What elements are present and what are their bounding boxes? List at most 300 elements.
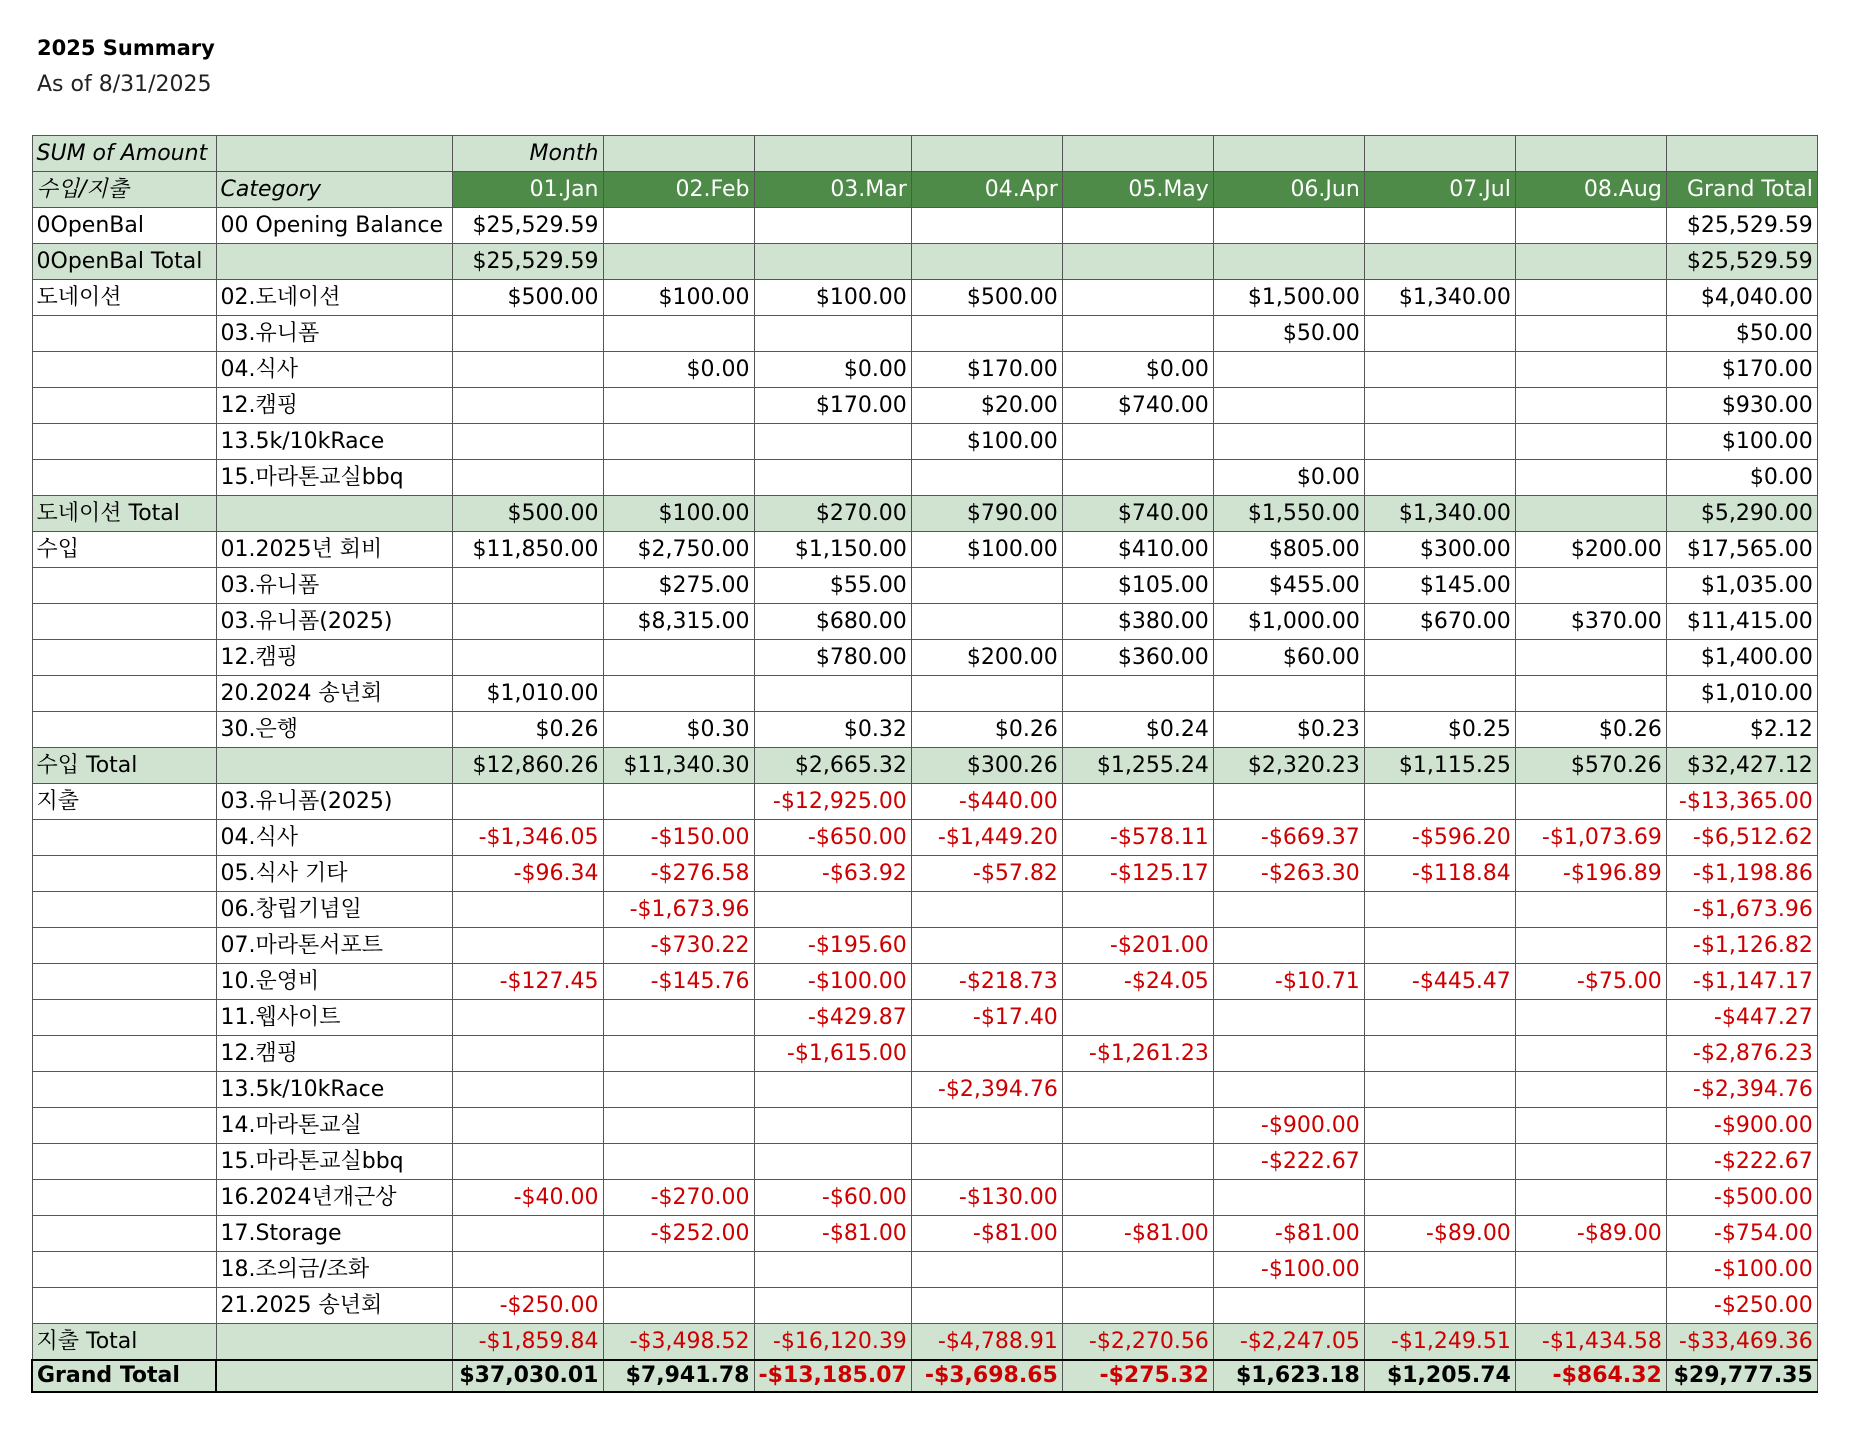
value-cell[interactable] (911, 1108, 1062, 1144)
row-group-cell[interactable] (32, 388, 216, 424)
row-group-cell[interactable] (32, 1144, 216, 1180)
value-cell[interactable]: $780.00 (754, 640, 911, 676)
value-cell[interactable]: $1,205.74 (1364, 1360, 1515, 1392)
value-cell[interactable] (911, 1252, 1062, 1288)
value-cell[interactable] (1364, 244, 1515, 280)
row-group-cell[interactable] (32, 1216, 216, 1252)
value-cell[interactable] (1213, 892, 1364, 928)
row-total-cell[interactable]: $11,415.00 (1666, 604, 1817, 640)
value-cell[interactable] (1515, 676, 1666, 712)
value-cell[interactable]: $270.00 (754, 496, 911, 532)
row-group-cell[interactable] (32, 424, 216, 460)
value-cell[interactable]: -$1,434.58 (1515, 1324, 1666, 1361)
value-cell[interactable] (1515, 1036, 1666, 1072)
value-cell[interactable] (452, 784, 603, 820)
value-cell[interactable]: $0.32 (754, 712, 911, 748)
value-cell[interactable]: -$1,673.96 (603, 892, 754, 928)
value-cell[interactable]: $100.00 (754, 280, 911, 316)
row-total-cell[interactable]: -$754.00 (1666, 1216, 1817, 1252)
value-cell[interactable]: -$2,247.05 (1213, 1324, 1364, 1361)
category-cell[interactable]: 30.은행 (216, 712, 452, 748)
row-group-cell[interactable]: 수입 (32, 532, 216, 568)
value-cell[interactable] (452, 1036, 603, 1072)
value-cell[interactable] (1062, 1252, 1213, 1288)
value-cell[interactable] (1515, 1180, 1666, 1216)
category-cell[interactable]: 21.2025 송년회 (216, 1288, 452, 1324)
value-cell[interactable] (1515, 640, 1666, 676)
category-cell[interactable] (216, 1360, 452, 1392)
row-group-cell[interactable]: 0OpenBal (32, 208, 216, 244)
value-cell[interactable]: $500.00 (911, 280, 1062, 316)
row-total-cell[interactable]: -$1,198.86 (1666, 856, 1817, 892)
value-cell[interactable] (452, 1072, 603, 1108)
value-cell[interactable] (1364, 1072, 1515, 1108)
value-cell[interactable]: $0.30 (603, 712, 754, 748)
value-cell[interactable]: -$429.87 (754, 1000, 911, 1036)
value-cell[interactable] (452, 1252, 603, 1288)
value-cell[interactable] (1364, 928, 1515, 964)
value-cell[interactable]: $680.00 (754, 604, 911, 640)
category-cell[interactable] (216, 1324, 452, 1361)
row-total-cell[interactable]: $170.00 (1666, 352, 1817, 388)
value-cell[interactable] (1515, 244, 1666, 280)
value-cell[interactable] (1515, 928, 1666, 964)
category-cell[interactable]: 03.유니폼(2025) (216, 784, 452, 820)
value-cell[interactable] (452, 352, 603, 388)
value-cell[interactable]: -$145.76 (603, 964, 754, 1000)
value-cell[interactable]: $1,623.18 (1213, 1360, 1364, 1392)
month-header[interactable]: 08.Aug (1515, 172, 1666, 208)
value-cell[interactable]: $1,550.00 (1213, 496, 1364, 532)
row-group-cell[interactable] (32, 1000, 216, 1036)
value-cell[interactable]: -$81.00 (1062, 1216, 1213, 1252)
value-cell[interactable] (1364, 676, 1515, 712)
value-cell[interactable]: -$578.11 (1062, 820, 1213, 856)
row-group-cell[interactable] (32, 1180, 216, 1216)
row-group-cell[interactable] (32, 892, 216, 928)
row-group-cell[interactable]: 도네이션 (32, 280, 216, 316)
value-cell[interactable] (754, 892, 911, 928)
value-cell[interactable] (754, 1072, 911, 1108)
value-cell[interactable]: -$201.00 (1062, 928, 1213, 964)
value-cell[interactable]: $100.00 (603, 280, 754, 316)
value-cell[interactable]: $2,750.00 (603, 532, 754, 568)
value-cell[interactable]: $300.00 (1364, 532, 1515, 568)
value-cell[interactable]: -$195.60 (754, 928, 911, 964)
value-cell[interactable]: -$60.00 (754, 1180, 911, 1216)
value-cell[interactable]: $100.00 (911, 532, 1062, 568)
category-cell[interactable]: 10.운영비 (216, 964, 452, 1000)
value-cell[interactable]: -$13,185.07 (754, 1360, 911, 1392)
value-cell[interactable] (452, 568, 603, 604)
row-total-cell[interactable]: $1,035.00 (1666, 568, 1817, 604)
value-cell[interactable] (1515, 892, 1666, 928)
category-field-label[interactable]: Category (216, 172, 452, 208)
value-cell[interactable]: $11,850.00 (452, 532, 603, 568)
value-cell[interactable] (603, 784, 754, 820)
value-cell[interactable] (603, 640, 754, 676)
value-cell[interactable]: $25,529.59 (452, 208, 603, 244)
value-cell[interactable] (603, 208, 754, 244)
row-group-cell[interactable]: 도네이션 Total (32, 496, 216, 532)
value-cell[interactable]: $25,529.59 (452, 244, 603, 280)
category-cell[interactable]: 15.마라톤교실bbq (216, 1144, 452, 1180)
value-cell[interactable] (1213, 928, 1364, 964)
value-cell[interactable] (1515, 424, 1666, 460)
category-cell[interactable]: 20.2024 송년회 (216, 676, 452, 712)
value-cell[interactable] (911, 244, 1062, 280)
value-cell[interactable]: -$81.00 (911, 1216, 1062, 1252)
value-cell[interactable]: $1,340.00 (1364, 280, 1515, 316)
value-cell[interactable]: -$252.00 (603, 1216, 754, 1252)
value-cell[interactable]: $20.00 (911, 388, 1062, 424)
value-cell[interactable] (1213, 424, 1364, 460)
value-cell[interactable] (1364, 424, 1515, 460)
value-cell[interactable] (754, 1108, 911, 1144)
row-group-cell[interactable] (32, 712, 216, 748)
row-total-cell[interactable]: -$250.00 (1666, 1288, 1817, 1324)
value-cell[interactable] (1515, 280, 1666, 316)
row-total-cell[interactable]: -$6,512.62 (1666, 820, 1817, 856)
value-cell[interactable] (911, 892, 1062, 928)
value-cell[interactable]: $12,860.26 (452, 748, 603, 784)
row-total-cell[interactable]: -$33,469.36 (1666, 1324, 1817, 1361)
value-cell[interactable] (1364, 1000, 1515, 1036)
value-cell[interactable] (603, 1036, 754, 1072)
value-cell[interactable] (1213, 388, 1364, 424)
category-cell[interactable]: 16.2024년개근상 (216, 1180, 452, 1216)
value-cell[interactable]: -$2,270.56 (1062, 1324, 1213, 1361)
value-cell[interactable]: -$445.47 (1364, 964, 1515, 1000)
value-cell[interactable]: -$730.22 (603, 928, 754, 964)
value-cell[interactable] (452, 1144, 603, 1180)
value-cell[interactable]: $740.00 (1062, 388, 1213, 424)
value-cell[interactable] (1364, 1144, 1515, 1180)
value-cell[interactable]: -$16,120.39 (754, 1324, 911, 1361)
category-cell[interactable] (216, 496, 452, 532)
value-cell[interactable] (754, 676, 911, 712)
value-cell[interactable]: -$81.00 (754, 1216, 911, 1252)
value-cell[interactable]: $455.00 (1213, 568, 1364, 604)
row-total-cell[interactable]: -$2,394.76 (1666, 1072, 1817, 1108)
value-cell[interactable] (603, 1072, 754, 1108)
value-cell[interactable]: -$89.00 (1515, 1216, 1666, 1252)
value-cell[interactable]: -$130.00 (911, 1180, 1062, 1216)
value-cell[interactable] (1515, 1000, 1666, 1036)
value-cell[interactable] (1213, 1036, 1364, 1072)
value-cell[interactable] (1364, 784, 1515, 820)
value-cell[interactable] (1062, 424, 1213, 460)
value-cell[interactable]: -$125.17 (1062, 856, 1213, 892)
value-cell[interactable] (1062, 316, 1213, 352)
value-cell[interactable]: $50.00 (1213, 316, 1364, 352)
value-cell[interactable] (1213, 676, 1364, 712)
value-cell[interactable] (1062, 1144, 1213, 1180)
category-cell[interactable]: 04.식사 (216, 352, 452, 388)
value-cell[interactable] (1515, 352, 1666, 388)
value-cell[interactable]: -$127.45 (452, 964, 603, 1000)
row-group-cell[interactable] (32, 640, 216, 676)
row-total-cell[interactable]: $25,529.59 (1666, 244, 1817, 280)
value-cell[interactable]: -$24.05 (1062, 964, 1213, 1000)
value-cell[interactable]: -$118.84 (1364, 856, 1515, 892)
value-cell[interactable]: $500.00 (452, 496, 603, 532)
value-cell[interactable] (1515, 388, 1666, 424)
row-group-cell[interactable] (32, 604, 216, 640)
value-cell[interactable]: $55.00 (754, 568, 911, 604)
value-cell[interactable] (911, 928, 1062, 964)
value-cell[interactable] (754, 1252, 911, 1288)
value-cell[interactable] (452, 1216, 603, 1252)
row-group-cell[interactable]: 수입 Total (32, 748, 216, 784)
value-cell[interactable]: $1,000.00 (1213, 604, 1364, 640)
value-cell[interactable]: $7,941.78 (603, 1360, 754, 1392)
row-group-cell[interactable] (32, 1036, 216, 1072)
month-header[interactable]: 05.May (1062, 172, 1213, 208)
value-cell[interactable]: $200.00 (911, 640, 1062, 676)
value-cell[interactable]: -$3,698.65 (911, 1360, 1062, 1392)
value-cell[interactable]: $0.00 (1213, 460, 1364, 496)
month-header[interactable]: 03.Mar (754, 172, 911, 208)
row-group-cell[interactable] (32, 928, 216, 964)
value-cell[interactable] (1364, 1180, 1515, 1216)
value-cell[interactable]: $380.00 (1062, 604, 1213, 640)
value-cell[interactable] (754, 460, 911, 496)
value-cell[interactable]: $100.00 (911, 424, 1062, 460)
value-cell[interactable] (1213, 244, 1364, 280)
value-cell[interactable]: $1,010.00 (452, 676, 603, 712)
row-total-cell[interactable]: $1,010.00 (1666, 676, 1817, 712)
value-cell[interactable] (1515, 496, 1666, 532)
value-cell[interactable] (754, 208, 911, 244)
value-cell[interactable]: -$150.00 (603, 820, 754, 856)
month-header[interactable]: 06.Jun (1213, 172, 1364, 208)
value-cell[interactable]: $0.26 (452, 712, 603, 748)
value-cell[interactable] (452, 424, 603, 460)
value-cell[interactable] (1515, 1072, 1666, 1108)
value-cell[interactable]: -$669.37 (1213, 820, 1364, 856)
value-cell[interactable] (1364, 208, 1515, 244)
category-cell[interactable]: 03.유니폼 (216, 568, 452, 604)
row-total-cell[interactable]: -$900.00 (1666, 1108, 1817, 1144)
value-cell[interactable] (1364, 1108, 1515, 1144)
value-cell[interactable] (452, 1108, 603, 1144)
value-cell[interactable] (1062, 1000, 1213, 1036)
value-cell[interactable] (1062, 1108, 1213, 1144)
value-cell[interactable]: $740.00 (1062, 496, 1213, 532)
row-group-cell[interactable] (32, 1288, 216, 1324)
value-cell[interactable] (603, 388, 754, 424)
value-cell[interactable]: $0.25 (1364, 712, 1515, 748)
value-cell[interactable] (1364, 352, 1515, 388)
value-cell[interactable]: -$1,249.51 (1364, 1324, 1515, 1361)
value-cell[interactable] (452, 388, 603, 424)
value-cell[interactable]: -$4,788.91 (911, 1324, 1062, 1361)
value-cell[interactable] (911, 1036, 1062, 1072)
value-cell[interactable] (1213, 784, 1364, 820)
value-cell[interactable]: $0.00 (603, 352, 754, 388)
row-group-cell[interactable] (32, 568, 216, 604)
value-cell[interactable] (911, 604, 1062, 640)
value-cell[interactable]: -$12,925.00 (754, 784, 911, 820)
value-cell[interactable] (452, 604, 603, 640)
value-cell[interactable]: $0.00 (754, 352, 911, 388)
row-total-cell[interactable]: -$1,673.96 (1666, 892, 1817, 928)
row-group-cell[interactable]: 지출 (32, 784, 216, 820)
row-group-cell[interactable] (32, 856, 216, 892)
value-cell[interactable]: $805.00 (1213, 532, 1364, 568)
value-cell[interactable] (1213, 1180, 1364, 1216)
category-cell[interactable]: 14.마라톤교실 (216, 1108, 452, 1144)
row-total-cell[interactable]: $5,290.00 (1666, 496, 1817, 532)
category-cell[interactable]: 12.캠핑 (216, 640, 452, 676)
row-total-cell[interactable]: $4,040.00 (1666, 280, 1817, 316)
month-header[interactable]: 04.Apr (911, 172, 1062, 208)
value-cell[interactable]: -$900.00 (1213, 1108, 1364, 1144)
row-group-cell[interactable] (32, 1252, 216, 1288)
value-cell[interactable]: $300.26 (911, 748, 1062, 784)
value-cell[interactable] (1515, 568, 1666, 604)
value-cell[interactable]: $200.00 (1515, 532, 1666, 568)
value-cell[interactable] (603, 1252, 754, 1288)
row-total-cell[interactable]: $100.00 (1666, 424, 1817, 460)
value-cell[interactable] (1062, 280, 1213, 316)
value-cell[interactable]: $60.00 (1213, 640, 1364, 676)
corner-label[interactable]: SUM of Amount (32, 136, 216, 172)
value-cell[interactable]: -$1,859.84 (452, 1324, 603, 1361)
category-cell[interactable]: 13.5k/10kRace (216, 1072, 452, 1108)
value-cell[interactable]: -$196.89 (1515, 856, 1666, 892)
value-cell[interactable] (1062, 1180, 1213, 1216)
row-total-cell[interactable]: $25,529.59 (1666, 208, 1817, 244)
value-cell[interactable]: $570.26 (1515, 748, 1666, 784)
value-cell[interactable]: $1,150.00 (754, 532, 911, 568)
value-cell[interactable] (1364, 892, 1515, 928)
value-cell[interactable]: $2,665.32 (754, 748, 911, 784)
value-cell[interactable] (1364, 1252, 1515, 1288)
category-cell[interactable]: 15.마라톤교실bbq (216, 460, 452, 496)
value-cell[interactable]: -$864.32 (1515, 1360, 1666, 1392)
value-cell[interactable]: $275.00 (603, 568, 754, 604)
value-cell[interactable] (603, 424, 754, 460)
value-cell[interactable]: $145.00 (1364, 568, 1515, 604)
value-cell[interactable]: -$650.00 (754, 820, 911, 856)
value-cell[interactable]: -$40.00 (452, 1180, 603, 1216)
value-cell[interactable] (1062, 1288, 1213, 1324)
value-cell[interactable]: $8,315.00 (603, 604, 754, 640)
value-cell[interactable]: -$276.58 (603, 856, 754, 892)
value-cell[interactable]: $170.00 (754, 388, 911, 424)
value-cell[interactable]: -$100.00 (754, 964, 911, 1000)
value-cell[interactable]: $0.26 (911, 712, 1062, 748)
row-total-cell[interactable]: -$222.67 (1666, 1144, 1817, 1180)
value-cell[interactable] (1515, 1288, 1666, 1324)
value-cell[interactable] (911, 208, 1062, 244)
value-cell[interactable]: $360.00 (1062, 640, 1213, 676)
row-total-cell[interactable]: -$2,876.23 (1666, 1036, 1817, 1072)
value-cell[interactable]: $0.00 (1062, 352, 1213, 388)
value-cell[interactable] (1515, 208, 1666, 244)
value-cell[interactable] (754, 424, 911, 460)
row-group-cell[interactable] (32, 460, 216, 496)
value-cell[interactable]: -$275.32 (1062, 1360, 1213, 1392)
value-cell[interactable] (1062, 244, 1213, 280)
value-cell[interactable] (1364, 640, 1515, 676)
category-cell[interactable]: 02.도네이션 (216, 280, 452, 316)
value-cell[interactable]: -$222.67 (1213, 1144, 1364, 1180)
value-cell[interactable]: $1,115.25 (1364, 748, 1515, 784)
category-cell[interactable]: 00 Opening Balance (216, 208, 452, 244)
value-cell[interactable] (603, 316, 754, 352)
value-cell[interactable] (1213, 1072, 1364, 1108)
value-cell[interactable] (1062, 676, 1213, 712)
category-cell[interactable]: 04.식사 (216, 820, 452, 856)
value-cell[interactable] (1515, 316, 1666, 352)
category-cell[interactable]: 05.식사 기타 (216, 856, 452, 892)
value-cell[interactable] (1364, 388, 1515, 424)
row-total-cell[interactable]: -$447.27 (1666, 1000, 1817, 1036)
value-cell[interactable] (603, 1144, 754, 1180)
value-cell[interactable]: -$1,073.69 (1515, 820, 1666, 856)
value-cell[interactable] (754, 1288, 911, 1324)
value-cell[interactable]: -$57.82 (911, 856, 1062, 892)
value-cell[interactable] (1213, 208, 1364, 244)
value-cell[interactable] (911, 1288, 1062, 1324)
month-field-label[interactable]: Month (452, 136, 603, 172)
value-cell[interactable] (1364, 460, 1515, 496)
value-cell[interactable]: $105.00 (1062, 568, 1213, 604)
category-cell[interactable]: 12.캠핑 (216, 388, 452, 424)
value-cell[interactable]: $0.26 (1515, 712, 1666, 748)
value-cell[interactable]: $1,340.00 (1364, 496, 1515, 532)
value-cell[interactable] (754, 244, 911, 280)
value-cell[interactable] (1062, 208, 1213, 244)
value-cell[interactable]: -$270.00 (603, 1180, 754, 1216)
value-cell[interactable]: -$218.73 (911, 964, 1062, 1000)
value-cell[interactable] (452, 460, 603, 496)
value-cell[interactable]: -$596.20 (1364, 820, 1515, 856)
value-cell[interactable]: $790.00 (911, 496, 1062, 532)
value-cell[interactable] (911, 1144, 1062, 1180)
value-cell[interactable] (1515, 1252, 1666, 1288)
row-group-cell[interactable] (32, 1108, 216, 1144)
value-cell[interactable]: -$100.00 (1213, 1252, 1364, 1288)
row-total-cell[interactable]: $50.00 (1666, 316, 1817, 352)
value-cell[interactable]: -$263.30 (1213, 856, 1364, 892)
value-cell[interactable] (1364, 316, 1515, 352)
value-cell[interactable]: $170.00 (911, 352, 1062, 388)
value-cell[interactable] (911, 460, 1062, 496)
category-cell[interactable]: 18.조의금/조화 (216, 1252, 452, 1288)
row-group-cell[interactable]: 지출 Total (32, 1324, 216, 1361)
value-cell[interactable]: $410.00 (1062, 532, 1213, 568)
value-cell[interactable]: -$1,449.20 (911, 820, 1062, 856)
value-cell[interactable]: -$10.71 (1213, 964, 1364, 1000)
category-cell[interactable]: 12.캠핑 (216, 1036, 452, 1072)
value-cell[interactable] (452, 1000, 603, 1036)
value-cell[interactable] (603, 676, 754, 712)
value-cell[interactable]: $500.00 (452, 280, 603, 316)
value-cell[interactable]: -$81.00 (1213, 1216, 1364, 1252)
value-cell[interactable] (1515, 1144, 1666, 1180)
value-cell[interactable] (1364, 1036, 1515, 1072)
value-cell[interactable] (452, 316, 603, 352)
category-cell[interactable]: 13.5k/10kRace (216, 424, 452, 460)
value-cell[interactable] (1213, 1288, 1364, 1324)
row-group-cell[interactable] (32, 352, 216, 388)
value-cell[interactable]: $370.00 (1515, 604, 1666, 640)
value-cell[interactable] (1062, 460, 1213, 496)
